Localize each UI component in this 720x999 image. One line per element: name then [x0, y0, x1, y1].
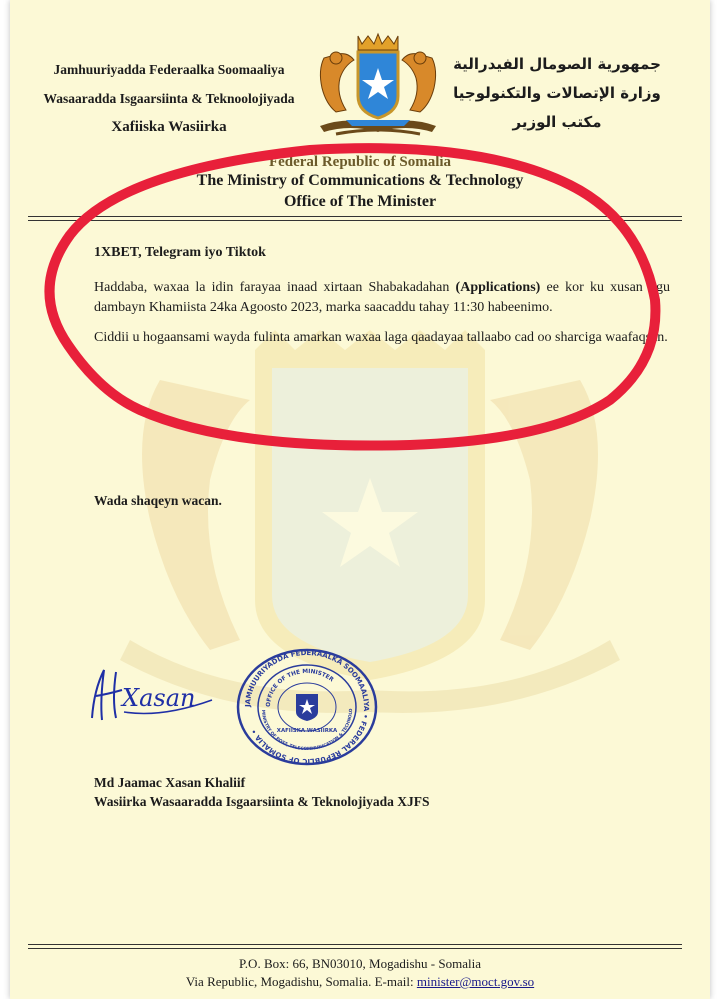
header-right-line2: وزارة الإتصالات والتكنولوجيا: [453, 84, 661, 102]
seal-center-text: XAFIISKA WASIIRKA: [276, 728, 338, 734]
footer-line2-prefix: Via Republic, Mogadishu, Somalia. E-mail:: [185, 974, 417, 989]
body-paragraph-2: Ciddii u hogaansami wayda fulinta amarkan waxaa laga qaadayaa tallaabo cad oo sharciga waafaqsan.: [94, 330, 668, 345]
seal-inner-text: OFFICE OF THE MINISTER: [265, 668, 335, 708]
header-divider-thin: [28, 220, 682, 221]
seal-bottom-text: MINISTRY OF POST, TELECOMMUNICATION & TECHNOLO: [259, 708, 355, 753]
somalia-coat-of-arms-icon: [306, 30, 450, 146]
signature-text: Xasan: [122, 684, 196, 712]
signatory-title: Wasiirka Wasaaradda Isgaarsiinta & Teknolojiyada XJFS: [94, 794, 430, 809]
footer-divider: [28, 944, 682, 945]
letter-page: [10, 0, 710, 999]
handwritten-signature: [82, 660, 217, 730]
title-line3: Office of The Minister: [283, 193, 437, 210]
subject-line: 1XBET, Telegram iyo Tiktok: [94, 245, 266, 260]
signatory-name: Md Jaamac Xasan Khaliif: [94, 775, 246, 790]
title-line1: Federal Republic of Somalia: [268, 154, 452, 170]
footer-email-link[interactable]: minister@moct.gov.so: [416, 974, 535, 989]
footer-line2: [10, 973, 710, 991]
official-seal-stamp: [236, 648, 378, 766]
footer-line1: P.O. Box: 66, BN03010, Mogadishu - Somalia: [239, 956, 481, 971]
footer-address: [10, 955, 710, 991]
body-paragraph-1: [94, 278, 670, 318]
header-divider: [28, 216, 682, 217]
closing-line: Wada shaqeyn wacan.: [94, 493, 222, 508]
para1-bold: (Applications): [455, 280, 541, 295]
seal-outer-text: JAMHUURIYADDA FEDERAALKA SOOMAALIYA • FEDERAL REPUBLIC OF SOMALIA •: [243, 648, 371, 766]
footer-divider-thin: [28, 948, 682, 949]
header-left-line1: Jamhuuriyadda Federaalka Soomaaliya: [53, 62, 285, 77]
header-left-line2: Wasaaradda Isgaarsiinta & Teknoolojiyada: [43, 91, 295, 106]
para1-text-a: Haddaba, waxaa la idin farayaa inaad xirtaan Shabakadahan: [94, 280, 456, 295]
header-right-line3: مكتب الوزير: [512, 113, 602, 131]
header-left-text: [24, 55, 314, 142]
header-left-line3: Xafiiska Wasiirka: [111, 119, 227, 135]
header-right-line1: جمهورية الصومال الفيدرالية: [453, 55, 661, 73]
title-line2: The Ministry of Communications & Technology: [196, 172, 524, 189]
header-right-text: [442, 50, 672, 137]
letter-title: [10, 152, 710, 212]
para1-text-b: ee kor ku xusan ugu dambayn Khamiista 24ka Agoosto 2023, marka saacaddu tahay 11:30 habeenimo.: [94, 280, 670, 315]
